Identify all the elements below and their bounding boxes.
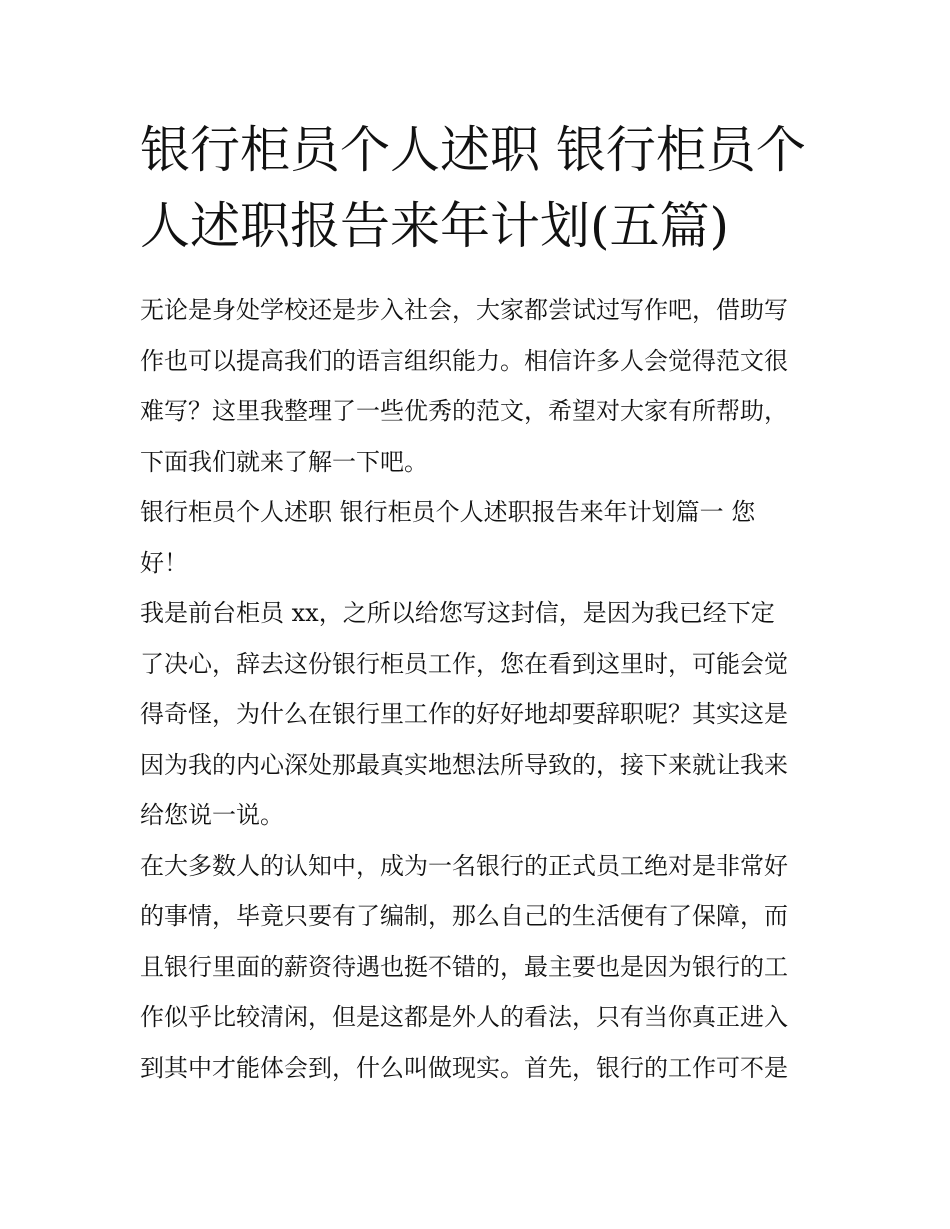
body-line: 难写？这里我整理了一些优秀的范文，希望对大家有所帮助， <box>140 397 788 425</box>
body-line: 得奇怪，为什么在银行里工作的好好地却要辞职呢？其实这是 <box>140 700 788 728</box>
body-line: 好！ <box>140 548 188 577</box>
document-content <box>140 112 812 1093</box>
body-line: 的事情，毕竟只要有了编制，那么自己的生活便有了保障，而 <box>140 902 788 930</box>
body-line: 因为我的内心深处那最真实地想法所导致的，接下来就让我来 <box>140 750 788 779</box>
body-line: 给您说一说。 <box>140 801 284 829</box>
body-line: 且银行里面的薪资待遇也挺不错的，最主要也是因为银行的工 <box>140 952 788 981</box>
body-line: 银行柜员个人述职 银行柜员个人述职报告来年计划篇一 您 <box>140 498 756 526</box>
body-line: 无论是身处学校还是步入社会，大家都尝试过写作吧，借助写 <box>140 296 788 324</box>
document-body <box>140 285 812 1093</box>
body-line: 下面我们就来了解一下吧。 <box>140 447 428 476</box>
body-line: 我是前台柜员 xx，之所以给您写这封信，是因为我已经下定 <box>140 599 775 627</box>
body-line: 在大多数人的认知中，成为一名银行的正式员工绝对是非常好 <box>140 851 788 880</box>
body-line: 到其中才能体会到，什么叫做现实。首先，银行的工作可不是 <box>140 1053 788 1082</box>
body-line: 了决心，辞去这份银行柜员工作，您在看到这里时，可能会觉 <box>140 649 788 678</box>
document-title <box>140 112 812 264</box>
title-line: 人述职报告来年计划(五篇) <box>140 197 730 255</box>
title-line: 银行柜员个人述职 银行柜员个 <box>140 121 806 179</box>
body-line: 作也可以提高我们的语言组织能力。相信许多人会觉得范文很 <box>140 346 788 375</box>
body-line: 作似乎比较清闲，但是这都是外人的看法，只有当你真正进入 <box>140 1003 788 1031</box>
